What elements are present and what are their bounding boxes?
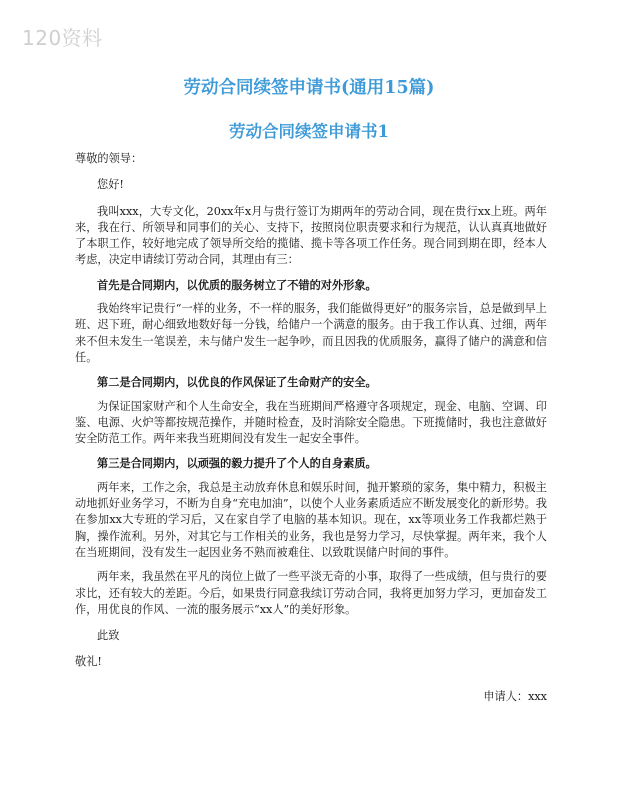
closing-jingli: 敬礼! — [75, 655, 102, 669]
signature: 申请人：xxx — [483, 689, 547, 703]
paragraph-reason-1: 我始终牢记贵行“一样的业务，不一样的服务，我们能做得更好”的服务宗旨，总是做到早上班、迟下班，耐心细致地数好每一分钱，给储户一个满意的服务。由于我工作认真、过细，两年来不但未发生一笔误差，未与储户发生一起争吵，而且因我的优质服务，赢得了储户的满意和信任。 — [75, 302, 547, 364]
paragraph-intro: 我叫xxx，大专文化，20xx年x月与贵行签订为期两年的劳动合同，现在贵行xx上班。两年来，我在行、所领导和同事们的关心、支持下，按照岗位职责要求和行为规范，认认真真地做好了本职工作，较好地完成了领导所交给的揽储、揽卡等各项工作任务。现合同到期在即，经本人考虑，决定申请续订劳动合同，其理由有三： — [75, 204, 547, 267]
greeting: 您好! — [97, 178, 124, 192]
heading-reason-2: 第二是合同期内，以优良的作风保证了生命财产的安全。 — [97, 375, 377, 390]
heading-reason-1: 首先是合同期内，以优质的服务树立了不错的对外形象。 — [97, 277, 377, 292]
document-sub-title: 劳动合同续签申请书1 — [229, 122, 389, 141]
document-main-title: 劳动合同续签申请书(通用15篇) — [183, 78, 435, 98]
closing-cizhi: 此致 — [97, 629, 120, 643]
heading-reason-3: 第三是合同期内，以顽强的毅力提升了个人的自身素质。 — [97, 456, 377, 471]
paragraph-conclusion: 两年来，我虽然在平凡的岗位上做了一些平淡无奇的小事，取得了一些成绩，但与贵行的要求比，还有较大的差距。今后，如果贵行同意我续订劳动合同，我将更加努力学习，更加奋发工作，用优良的作风、一流的服务展示“xx人”的美好形象。 — [75, 570, 547, 616]
watermark-logo: 120资料 — [22, 26, 103, 50]
paragraph-reason-2: 为保证国家财产和个人生命安全，我在当班期间严格遵守各项规定，现金、电脑、空调、印鉴、电源、火炉等都按规范操作，并随时检查，及时消除安全隐患。下班揽储时，我也注意做好安全防范工作。两年来我当班期间没有发生一起安全事件。 — [75, 399, 547, 446]
salutation: 尊敬的领导： — [75, 152, 143, 165]
document-body — [75, 151, 547, 705]
paragraph-reason-3: 两年来，工作之余，我总是主动放弃休息和娱乐时间，抛开繁琐的家务，集中精力，积极主动地抓好业务学习，不断为自身“充电加油”，以使个人业务素质适应不断发展变化的新形势。我在参加xx大专班的学习后，又在家自学了电脑的基本知识。现在，xx等项业务工作我都烂熟于胸，操作流利。另外，对其它与工作相关的业务，我也是努力学习，尽快掌握。两年来，我个人在当班期间，没有发生一起因业务不熟而被难住、以致耽误储户时间的事件。 — [75, 480, 547, 559]
